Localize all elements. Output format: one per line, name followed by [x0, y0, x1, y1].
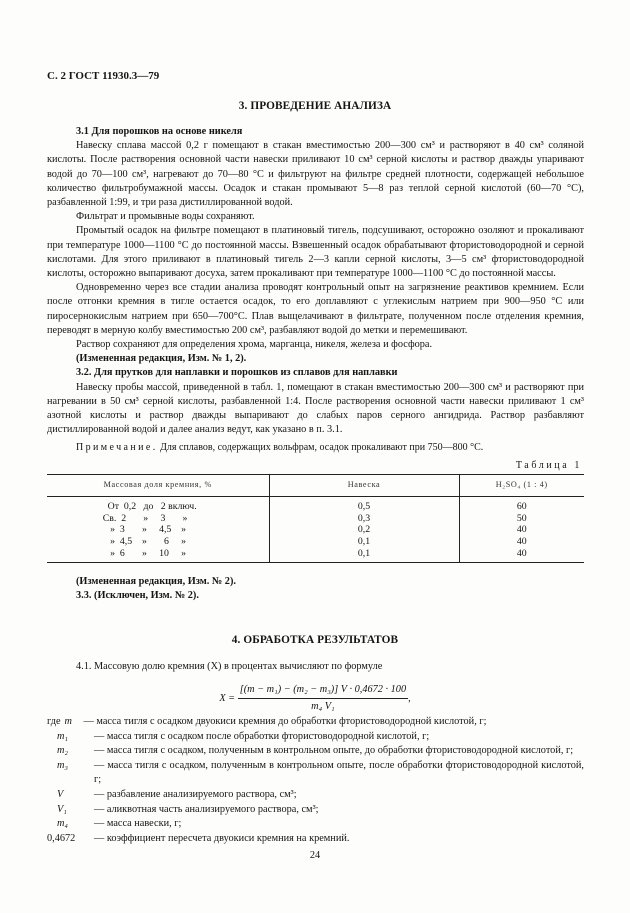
legend-symbol: m₁: [57, 730, 69, 742]
table-header-cell: Навеска: [269, 474, 459, 496]
legend-row: [47, 832, 584, 847]
paragraph: 4.1. Массовую долю кремния (X) в процентах вычисляют по формуле: [76, 661, 383, 672]
paragraph: Фильтрат и промывные воды сохраняют.: [76, 211, 255, 223]
subsection-3-2-title: 3.2. Для прутков для наплавки и порошков из сплавов для наплавки: [76, 367, 398, 379]
legend-text: — разбавление анализируемого раствора, см³;: [94, 788, 297, 800]
legend-symbol: m₄: [57, 818, 69, 830]
table-header-cell: H₂SO₄ (1 : 4): [459, 474, 584, 496]
section-3-title: 3. ПРОВЕДЕНИЕ АНАЛИЗА: [238, 100, 392, 112]
formula-numerator: [(m − m₁) − (m₂ − m₃)] V · 0,4672 · 100: [238, 683, 408, 699]
legend-symbol: m: [64, 716, 72, 727]
edition-note: (Измененная редакция, Изм. № 2).: [76, 575, 236, 587]
formula: [0, 683, 630, 714]
legend-symbol: 0,4672: [47, 832, 76, 844]
table-cell: 0,1: [269, 536, 459, 548]
legend-text: — масса тигля с осадком после обработки фтористоводородной кислотой, г;: [94, 730, 430, 742]
legend-symbol: V₁: [57, 803, 67, 815]
page-number: 24: [309, 850, 321, 861]
legend-row: [47, 744, 584, 759]
note: [47, 441, 584, 455]
legend-symbol: m₃: [57, 759, 69, 771]
section-3-body: [47, 125, 584, 603]
edition-note: (Измененная редакция, Изм. № 1, 2).: [76, 353, 247, 365]
table-cell: 0,5: [269, 496, 459, 512]
note-label: Примечание.: [76, 442, 158, 454]
section-4-title: 4. ОБРАБОТКА РЕЗУЛЬТАТОВ: [231, 634, 399, 646]
paragraph: Одновременно через все стадии анализа проводят контрольный опыт на загрязнение реактивов кремнием. Если после отгонки кремния в тигле остается осадок, то его доплавляют с углекислым натрием при 900—950 °С или пиросернокислым натрием при 650—700°С. Плав выщелачивают в фильтрате, полученном после отделения кремния, переводят в мерную колбу вместимостью 200 см³, разбавляют водой до метки и перемешивают.: [47, 282, 584, 336]
legend-row: [47, 715, 584, 730]
legend-text: — аликвотная часть анализируемого раствора, см³;: [94, 803, 319, 815]
note-text: Для сплавов, содержащих вольфрам, осадок прокаливают при 750—800 °С.: [157, 442, 484, 454]
formula-denominator: m₄ V₁: [311, 701, 335, 713]
silicon-table: [47, 474, 584, 563]
table-cell: 40: [459, 536, 584, 548]
legend-symbol: V: [57, 788, 64, 800]
table-cell: 0,2: [269, 524, 459, 536]
paragraph: Промытый осадок на фильтре помещают в платиновый тигель, подсушивают, осторожно озоляют и прокаливают при температуре 1000—1100 °С до постоянной массы. Взвешенный осадок обрабатывают фтористоводородной и серной кислотами. Для этого приливают в платиновый тигель 2—3 капли серной кислоты, 3—5 см³ фтористоводородной кислоты, осторожно выпаривают досуха, затем прокаливают при температуре 1000—1100 °С до постоянной массы.: [47, 225, 584, 280]
legend-text: — масса тигля с осадком двуокиси кремния до обработки фтористоводородной кислотой, г;: [83, 716, 487, 727]
table-cell: От 0,2 до 2 включ.: [102, 500, 197, 512]
formula-end: ,: [408, 693, 411, 705]
table-caption: Таблица 1: [515, 459, 582, 471]
legend-text: — масса навески, г;: [94, 818, 182, 830]
table-cell: » 3 » 4,5 »: [102, 524, 187, 536]
table-row: [47, 496, 584, 512]
legend-row: [47, 817, 584, 832]
legend-text: — масса тигля с осадком, полученным в контрольном опыте, до обработки фтористоводородной кислотой, г;: [94, 745, 574, 757]
formula-lhs: X =: [219, 693, 238, 705]
table-cell: 0,3: [269, 513, 459, 525]
paragraph: Навеску пробы массой, приведенной в табл. 1, помещают в стакан вместимостью 200—300 см³ и растворяют при нагревании в 50 см³ серной кислоты, разбавленной 1:4. После растворения основной части навески приливают 1 см³ азотной кислоты и раствор дважды выпаривают до слабых паров серного ангидрида. Раствор разбавляют дистиллированной водой и далее анализ ведут, как указано в п. 3.1.: [47, 381, 584, 436]
legend-text: — коэффициент пересчета двуокиси кремния на кремний.: [94, 832, 350, 844]
table-cell: » 6 » 10 »: [102, 548, 187, 560]
table-cell: 40: [459, 548, 584, 562]
table-row: [47, 513, 584, 525]
table-row: [47, 524, 584, 536]
legend-row: [47, 730, 584, 745]
table-row: [47, 536, 584, 548]
table-cell: 0,1: [269, 548, 459, 562]
subsection-3-1-title: 3.1 Для порошков на основе никеля: [76, 126, 243, 137]
formula-fraction: [238, 683, 408, 714]
paragraph: Раствор сохраняют для определения хрома, марганца, никеля, железа и фосфора.: [76, 339, 433, 351]
formula-legend: [47, 715, 584, 846]
table-cell: 40: [459, 524, 584, 536]
table-cell: 60: [459, 496, 584, 512]
legend-text: — масса тигля с осадком, полученным в контрольном опыте, после обработки фтористоводородной кислотой, г;: [94, 759, 584, 786]
legend-row: [47, 788, 584, 803]
table-cell: » 4,5 » 6 »: [102, 536, 187, 548]
table-header-cell: Массовая доля кремния, %: [47, 474, 269, 496]
clause-3-3: 3.3. (Исключен, Изм. № 2).: [76, 590, 199, 602]
page-header: С. 2 ГОСТ 11930.3—79: [47, 70, 160, 82]
table-cell: Св. 2 » 3 »: [102, 512, 188, 524]
paragraph: Навеску сплава массой 0,2 г помещают в стакан вместимостью 200—300 см³ и растворяют в 40 см³ соляной кислоты. После растворения основной части навески приливают 10 см³ серной кислоты и раствор дважды упаривают водой до 70—100 см³, нагревают до 70—80 °С и фильтруют на фильтре средней плотности, содержащей небольшое количество фильтробумажной массы. Осадок и стакан промывают 5—8 раз теплой серной кислотой (60—70 °С), разбавленной 1:99, и три раза дистиллированной водой.: [47, 140, 584, 209]
legend-symbol: m₂: [57, 745, 69, 757]
legend-row: [47, 803, 584, 818]
table-cell: 50: [459, 513, 584, 525]
legend-intro: где: [47, 716, 61, 727]
table-row: [47, 548, 584, 562]
legend-row: [47, 759, 584, 788]
section-4-intro: [47, 660, 584, 674]
